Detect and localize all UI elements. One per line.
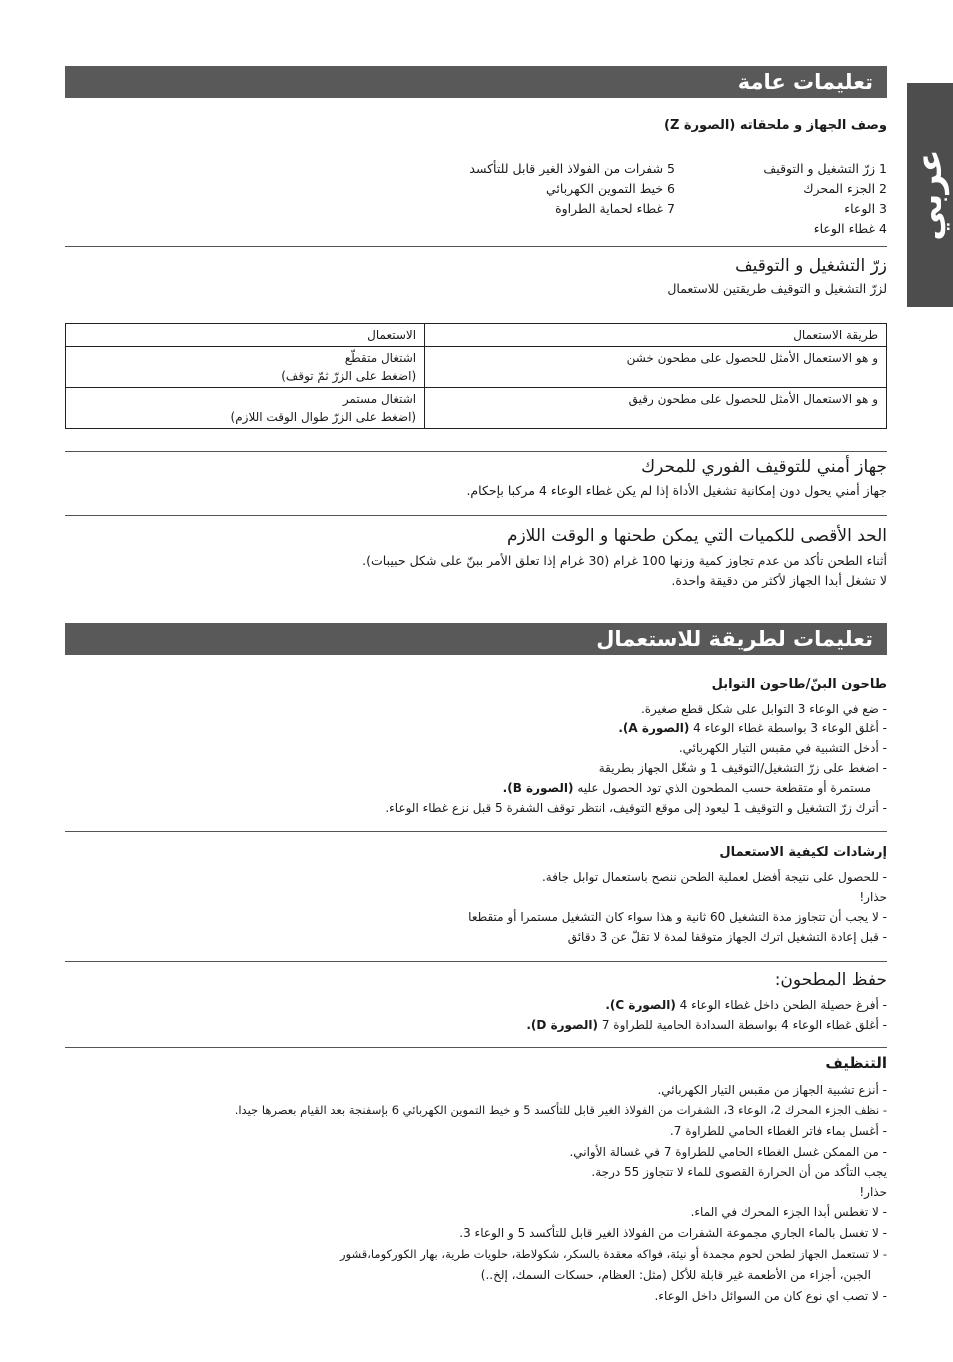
- cleaning-line: - لا تصب اي نوع كان من السوائل داخل الوعاء.: [654, 1289, 887, 1303]
- tips-line: - لا يجب أن تتجاوز مدة التشغيل 60 ثانية و هذا سواء كان التشغيل مستمرا أو متقطعا: [468, 910, 887, 924]
- cell-text: (اضغط على الزرّ طوال الوقت اللازم): [230, 410, 417, 424]
- limits-line: لا تشغل أبدا الجهاز لأكثر من دقيقة واحدة.: [671, 573, 887, 588]
- divider: [65, 451, 887, 452]
- part-item: 5 شفرات من الفولاذ الغير قابل للتأكسد: [469, 161, 675, 176]
- language-tab: [907, 83, 953, 307]
- part-item: 3 الوعاء: [844, 201, 887, 216]
- cell-text: (اضغط على الزرّ ثمّ توقف): [281, 369, 417, 383]
- tips-line: - للحصول على نتيجة أفضل لعملية الطحن ننصح باستعمال توابل جافة.: [541, 870, 887, 884]
- divider: [65, 961, 887, 962]
- cell-text: اشتغال متقطّع: [344, 351, 417, 365]
- divider: [65, 831, 887, 832]
- step-line: [385, 799, 887, 817]
- cleaning-line: - لا تغسل بالماء الجاري مجموعة الشفرات من الفولاذ الغير قابل للتأكسد 5 و الوعاء 3.: [459, 1226, 887, 1240]
- cleaning-line: - نظف الجزء المحرك 2، الوعاء 3، الشفرات من الفولاذ الغير قابل للتأكسد 5 و خيط التموين الكهربائي 6 بإسفنجة بعد القيام بعصرها جيدا.: [234, 1103, 887, 1117]
- storage-figure-ref: (الصورة D).: [526, 1018, 599, 1032]
- limits-heading: الحد الأقصى للكميات التي يمكن طحنها و الوقت اللازم: [506, 526, 887, 546]
- cleaning-line: - أنزع تشبية الجهاز من مقبس التيار الكهربائي.: [657, 1083, 887, 1097]
- tips-line: - قبل إعادة التشغيل اترك الجهاز متوقفا لمدة لا تقلّ عن 3 دقائق: [567, 930, 887, 944]
- part-item: 2 الجزء المحرك: [803, 181, 887, 196]
- part-item: 7 غطاء لحماية الطراوة: [555, 201, 675, 216]
- cleaning-line: - لا تغطس أبدا الجزء المحرك في الماء.: [690, 1205, 887, 1219]
- limits-line: أثناء الطحن تأكد من عدم تجاوز كمية وزنها 100 غرام (30 غرام إذا تعلق الأمر ببنّ على شكل حبيبات).: [362, 553, 887, 568]
- storage-text: - أغلق غطاء الوعاء 4 بواسطة السدادة الحامية للطراوة 7: [598, 1018, 887, 1032]
- usage-table: [65, 323, 887, 429]
- table-row: [66, 347, 887, 388]
- cleaning-line: - من الممكن غسل الغطاء الحامي للطراوة 7 في غسالة الأواني.: [569, 1145, 887, 1159]
- section-band-usage: [65, 623, 887, 655]
- storage-figure-ref: (الصورة C).: [605, 998, 676, 1012]
- table-cell-method: [425, 388, 887, 429]
- step-text: - ضع في الوعاء 3 التوابل على شكل قطع صغيرة.: [640, 702, 887, 716]
- cleaning-line: حذار!: [859, 1185, 887, 1199]
- step-line: [679, 739, 887, 757]
- table-row: [66, 388, 887, 429]
- storage-text: - أفرغ حصيلة الطحن داخل غطاء الوعاء 4: [675, 998, 887, 1012]
- divider: [65, 515, 887, 516]
- part-item: 1 زرّ التشغيل و التوقيف: [763, 161, 887, 176]
- storage-line: [605, 996, 887, 1014]
- step-text: - أدخل التشبية في مقبس التيار الكهربائي.: [678, 741, 887, 755]
- section-band-general: [65, 66, 887, 98]
- step-line: [599, 759, 887, 777]
- safety-text: جهاز أمني يحول دون إمكانية تشغيل الأداة إذا لم يكن غطاء الوعاء 4 مركبا بإحكام.: [466, 483, 887, 498]
- language-tab-label: عربي: [910, 149, 950, 241]
- table-header-method: طريقة الاستعمال: [425, 324, 887, 347]
- divider: [65, 246, 887, 247]
- part-item: 4 غطاء الوعاء: [813, 221, 887, 236]
- grinder-heading: طاحون البنّ/طاحون التوابل: [711, 677, 887, 692]
- cleaning-line: - أغسل بماء فاتر الغطاء الحامي للطراوة 7.: [669, 1124, 887, 1138]
- safety-heading: جهاز أمني للتوقيف الفوري للمحرك: [641, 457, 887, 477]
- step-line: [618, 719, 887, 737]
- cell-text: و هو الاستعمال الأمثل للحصول على مطحون رقيق: [628, 392, 878, 406]
- table-cell-use: [66, 388, 425, 429]
- step-text: - أغلق الوعاء 3 بواسطة غطاء الوعاء 4: [689, 721, 887, 735]
- step-text: - أترك زرّ التشغيل و التوقيف 1 ليعود إلى موقع التوقيف، انتظر توقف الشفرة 5 قبل نزع غطاء الوعاء.: [385, 801, 887, 815]
- parts-list-right: [763, 159, 887, 239]
- switch-intro: لزرّ التشغيل و التوقيف طريقتين للاستعمال: [667, 281, 887, 296]
- tips-line: حذار!: [859, 890, 887, 904]
- cleaning-line: يجب التأكد من أن الحرارة القصوى للماء لا تتجاوز 55 درجة.: [591, 1165, 887, 1179]
- table-cell-method: [425, 347, 887, 388]
- table-cell-use: [66, 347, 425, 388]
- storage-heading: حفظ المطحون:: [774, 970, 887, 990]
- step-text: - اضغط على زرّ التشغيل/التوقيف 1 و شغّل الجهاز بطريقة: [598, 761, 887, 775]
- table-header-use: الاستعمال: [66, 324, 425, 347]
- step-figure-ref: (الصورة A).: [618, 721, 690, 735]
- divider: [65, 1047, 887, 1048]
- step-line: [641, 700, 887, 718]
- parts-list-left: [469, 159, 675, 219]
- cell-text: اشتغال مستمر: [342, 392, 417, 406]
- step-figure-ref: (الصورة B).: [502, 781, 574, 795]
- switch-heading: زرّ التشغيل و التوقيف: [735, 256, 887, 276]
- storage-line: [526, 1016, 887, 1034]
- cleaning-line: - لا تستعمل الجهاز لطحن لحوم مجمدة أو نيئة، فواكه معقدة بالسكر، شكولاطة، حلويات طرية، بهار الكوركوما،قشور: [339, 1247, 887, 1261]
- cleaning-line: الجبن، أجزاء من الأطعمة غير قابلة للأكل (مثل: العظام، حسكات السمك، إلخ..): [480, 1268, 871, 1282]
- step-line: [503, 779, 871, 797]
- table-header-row: [66, 324, 887, 347]
- step-text: مستمرة أو متقطعة حسب المطحون الذي تود الحصول عليه: [573, 781, 871, 795]
- cell-text: و هو الاستعمال الأمثل للحصول على مطحون خشن: [626, 351, 878, 365]
- part-item: 6 خيط التموين الكهربائي: [546, 181, 675, 196]
- section-title-usage: تعليمات لطريقة للاستعمال: [596, 627, 873, 651]
- cleaning-heading: التنظيف: [825, 1054, 887, 1072]
- description-heading: وصف الجهاز و ملحقاته (الصورة Z): [663, 118, 887, 133]
- section-title-general: تعليمات عامة: [737, 70, 873, 94]
- tips-heading: إرشادات لكيفية الاستعمال: [719, 845, 887, 860]
